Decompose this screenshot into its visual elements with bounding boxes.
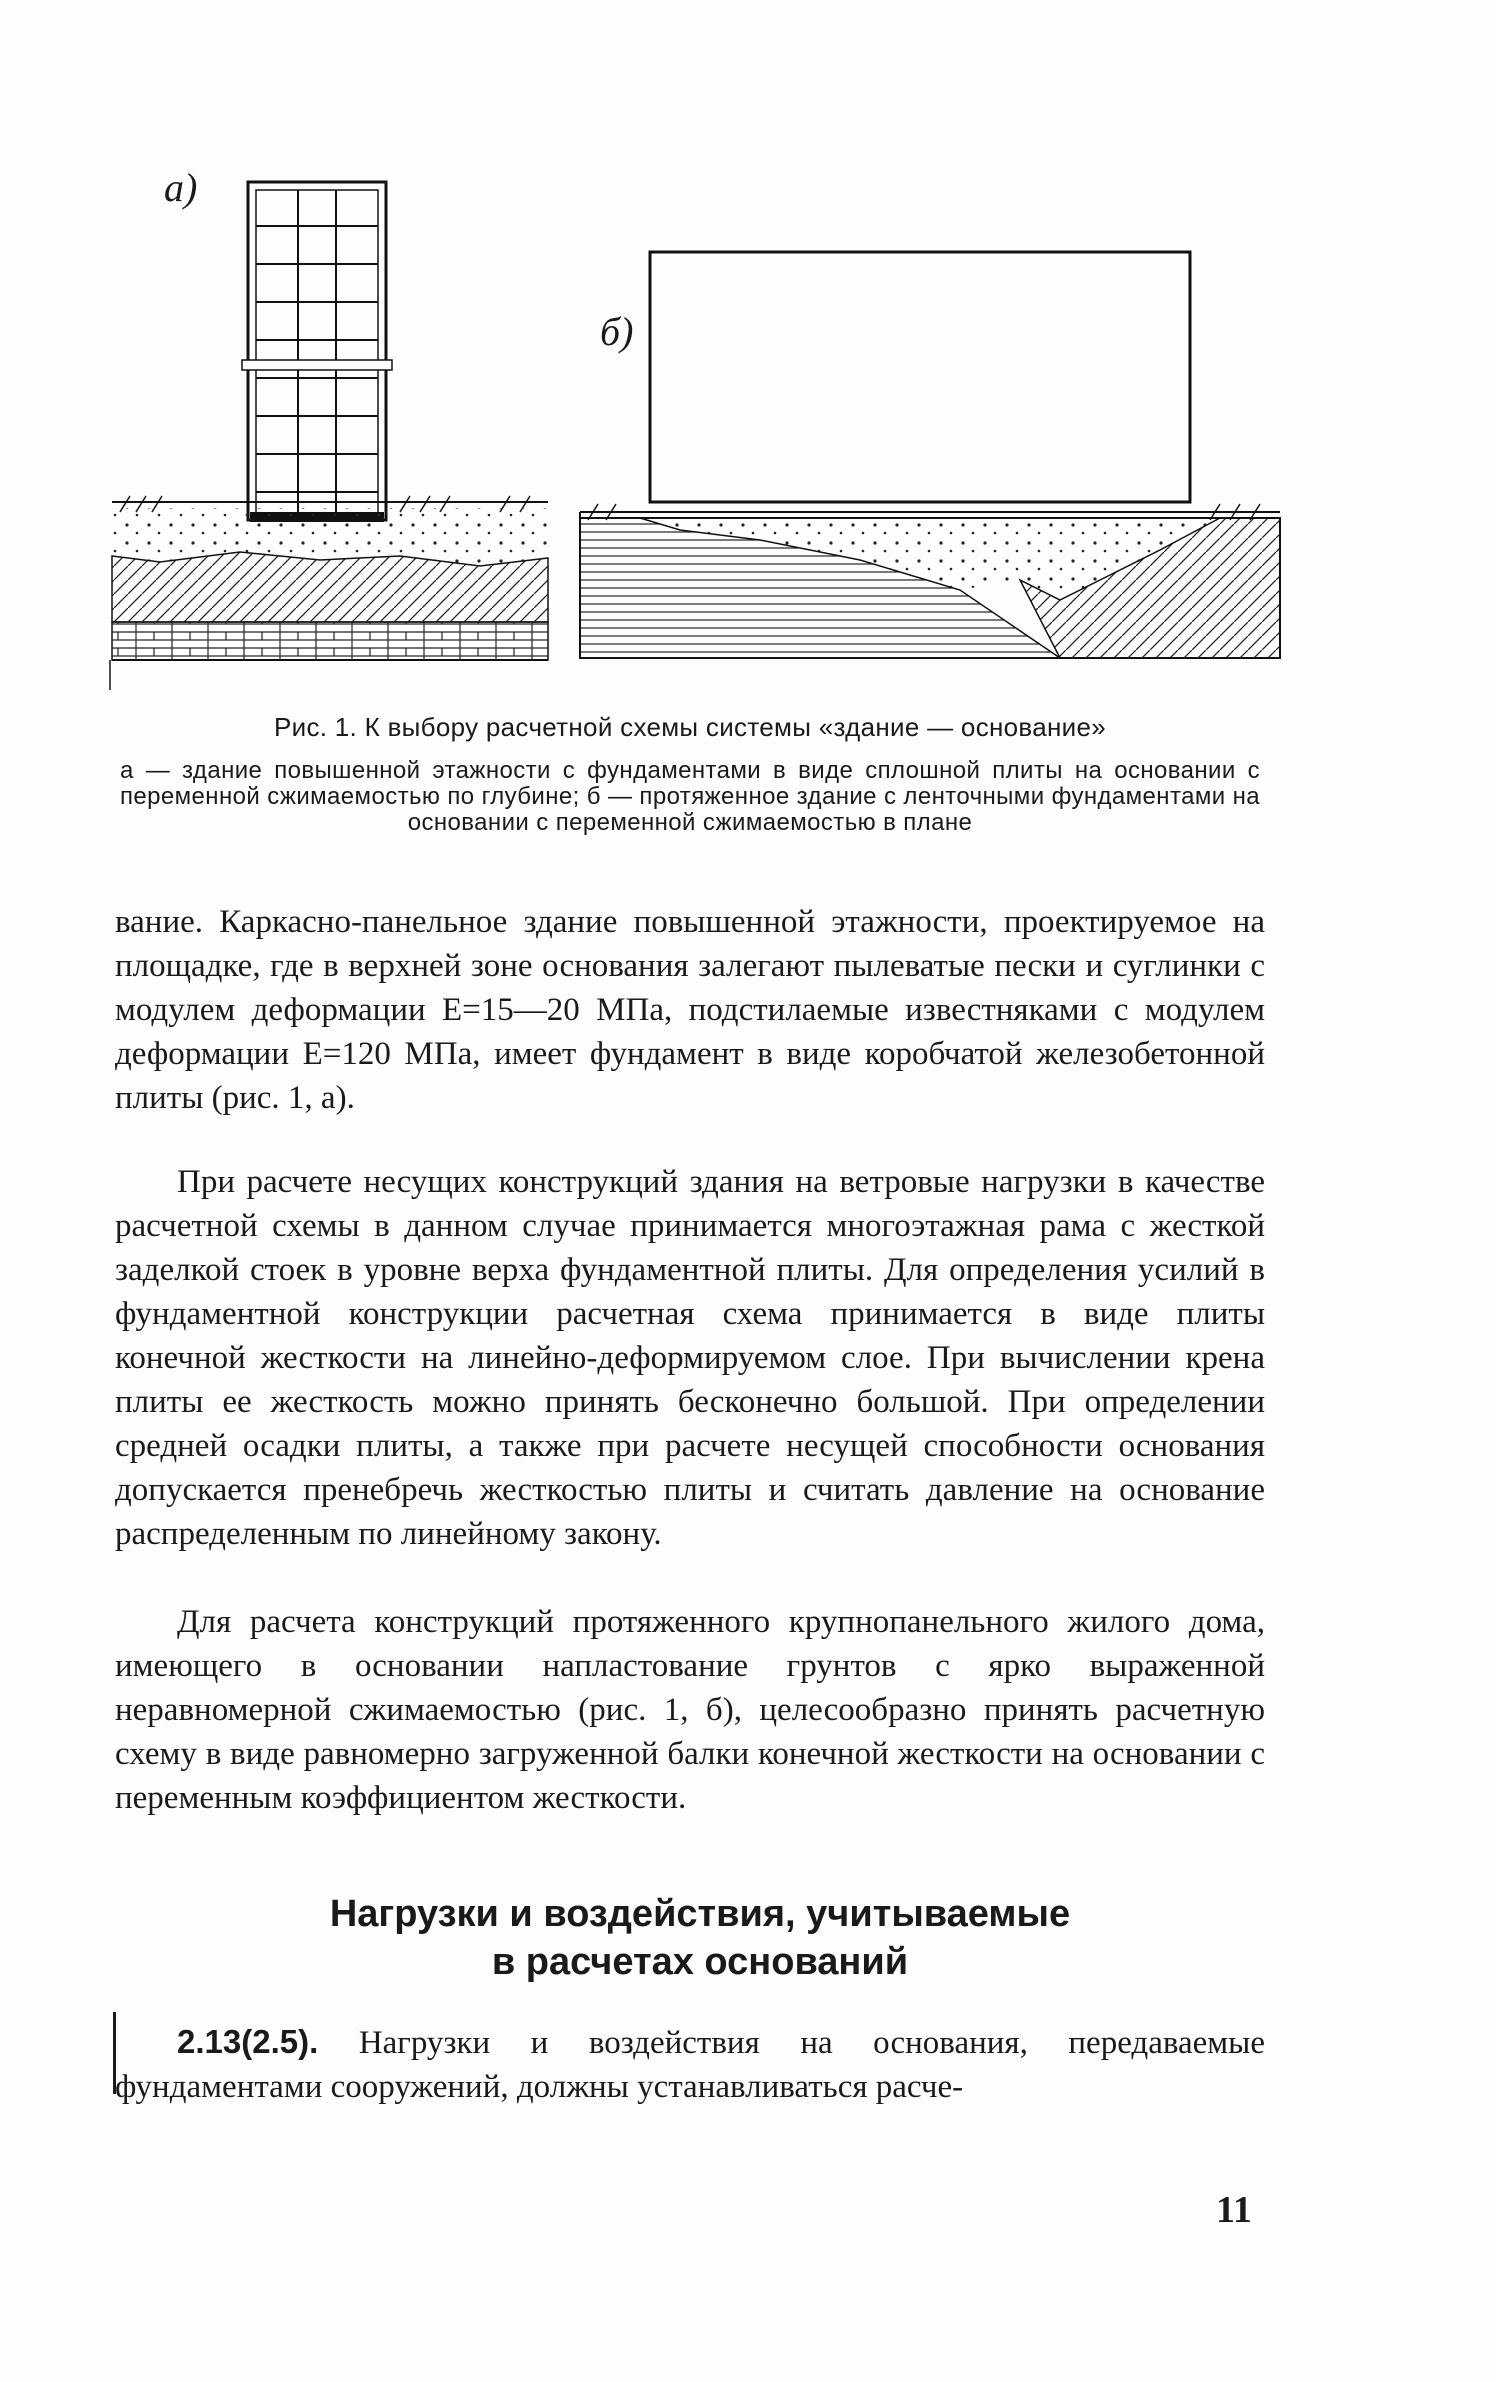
paragraph-2: [115, 1160, 1265, 1556]
label-a: а): [164, 165, 198, 210]
figure-1: [100, 160, 1300, 720]
panel-b: [580, 252, 1280, 658]
panel-a: [110, 182, 548, 690]
clause-2-13: [115, 2020, 1265, 2109]
paragraph-3: [115, 1600, 1265, 1820]
paragraph-3-text: Для расчета конструкций протяженного крупнопанельного жилого дома, имеющего в основании напластование грунтов с ярко выраженной неравномерной сжимаемостью (рис. 1, б), целесообразно принять расчетную схему в виде равномерно загруженной балки конечной жесткости на основании с переменным коэффициентом жесткости.: [115, 1604, 1265, 1816]
paragraph-1: [115, 900, 1265, 1120]
page-number: 11: [1216, 2189, 1252, 2231]
figure-caption-title: Рис. 1. К выбору расчетной схемы системы «здание — основание»: [273, 712, 1106, 742]
clause-number: 2.13(2.5).: [177, 2023, 319, 2060]
paragraph-1-text: вание. Каркасно-панельное здание повышенной этажности, проектируемое на площадке, где в верхней зоне основания залегают пылеватые пески и суглинки с модулем деформации E=15—20 МПа, подстилаемые известняками с модулем деформации E=120 МПа, имеет фундамент в виде коробчатой железобетонной плиты (рис. 1, а).: [115, 904, 1265, 1116]
section-heading-line-2: в расчетах оснований: [491, 1941, 909, 1983]
section-heading-line-1: Нагрузки и воздействия, учитываемые: [329, 1893, 1071, 1935]
clause-text: Нагрузки и воздействия на основания, передаваемые фундаментами сооружений, должны устанавливаться расче-: [115, 2025, 1265, 2105]
figure-caption-text: а — здание повышенной этажности с фундаментами в виде сплошной плиты на основании с переменной сжимаемостью по глубине; б — протяженное здание с ленточными фундаментами на основании с переменной сжимаемостью в плане: [120, 757, 1260, 836]
label-b: б): [600, 309, 634, 354]
section-heading: [180, 1890, 1220, 1986]
paragraph-2-text: При расчете несущих конструкций здания на ветровые нагрузки в качестве расчетной схемы в данном случае принимается многоэтажная рама с жесткой заделкой стоек в уровне верха фундаментной плиты. Для определения усилий в фундаментной конструкции расчетная схема принимается в виде плиты конечной жесткости на линейно-деформируемом слое. При вычислении крена плиты ее жесткость можно принять бесконечно большой. При определении средней осадки плиты, а также при расчете несущей способности основания допускается пренебречь жесткостью плиты и считать давление на основание распределенным по линейному закону.: [115, 1164, 1265, 1552]
foundation-diagram: [100, 160, 1300, 720]
